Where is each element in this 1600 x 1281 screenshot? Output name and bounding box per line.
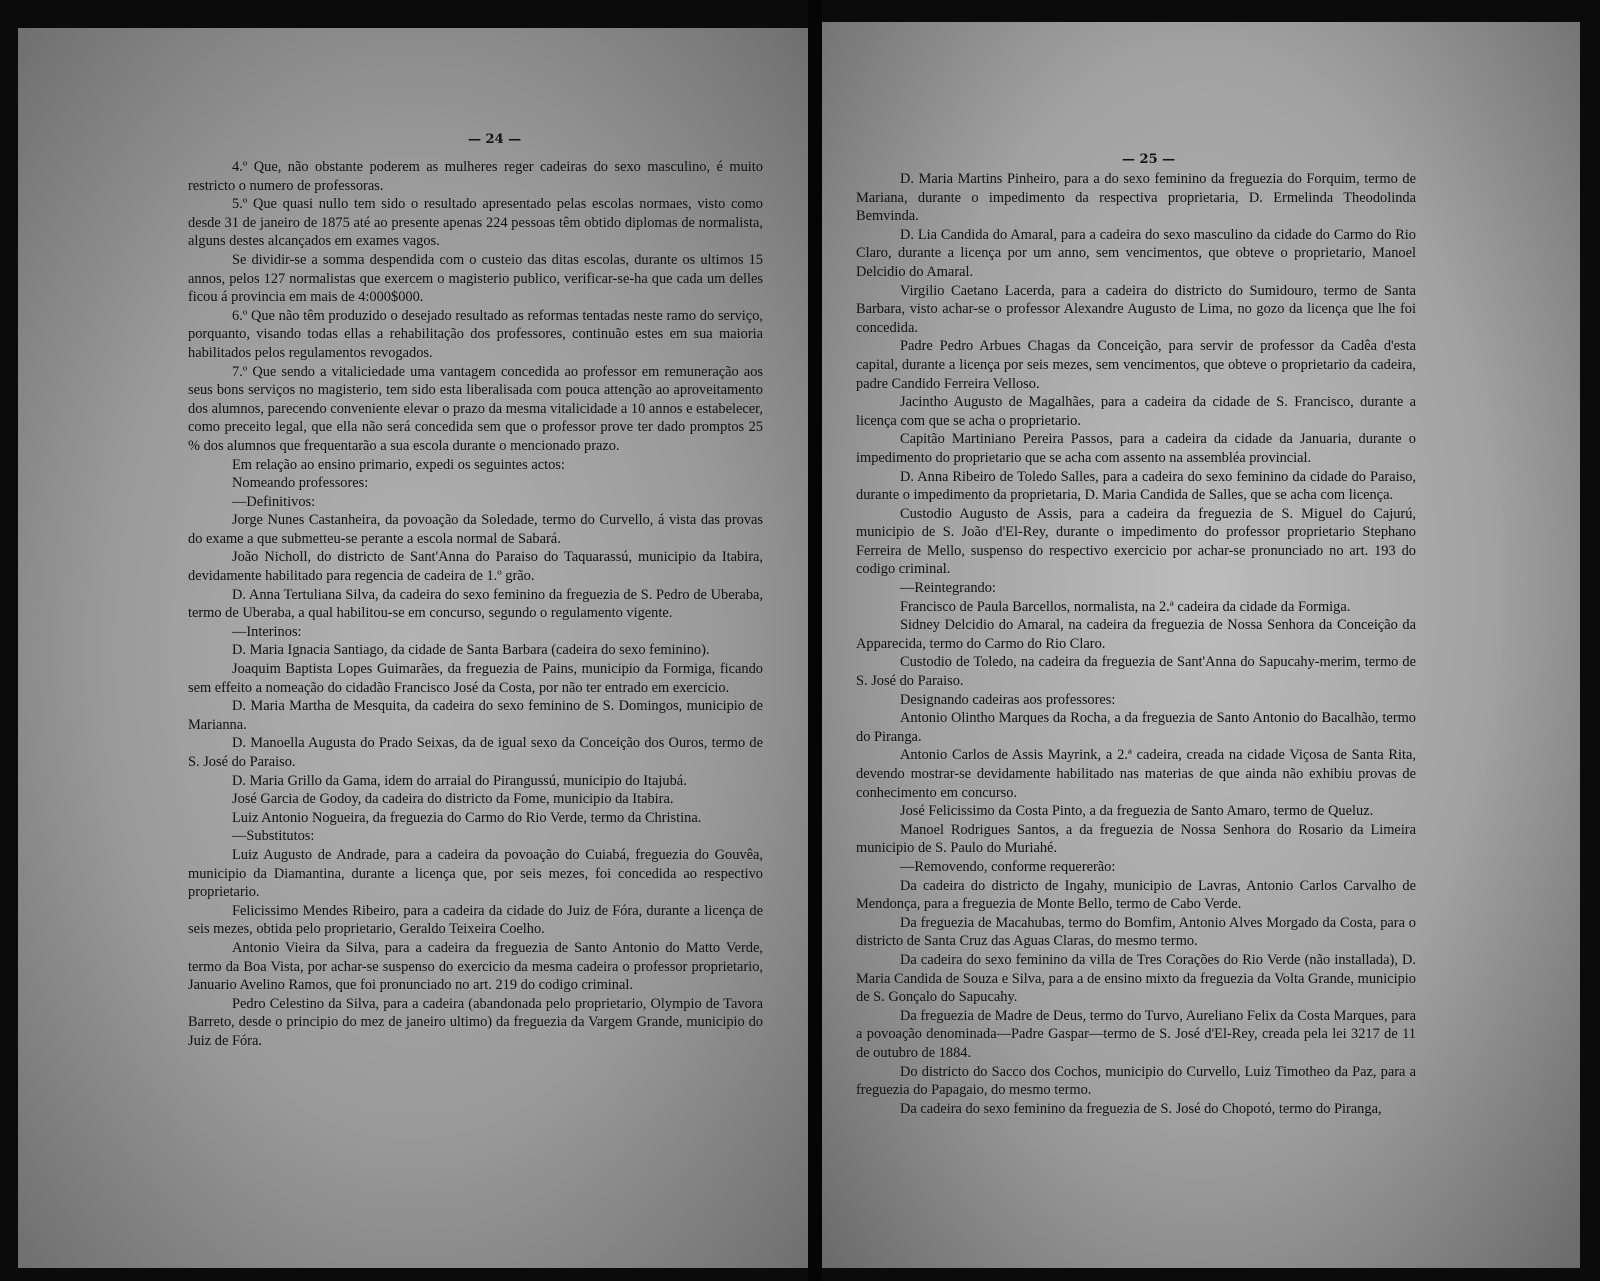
paragraph: Luiz Augusto de Andrade, para a cadeira da povoação do Cuiabá, freguezia do Gouvêa, municipio da Diamantina, durante a licença que, por seis mezes, foi concedida ao respectivo proprietario. bbox=[188, 846, 763, 901]
paragraph: Joaquim Baptista Lopes Guimarães, da freguezia de Pains, municipio da Formiga, ficando sem effeito a nomeação do cidadão Francisco José da Costa, por não ter entrado em exercicio. bbox=[188, 661, 763, 696]
paragraph: Pedro Celestino da Silva, para a cadeira (abandonada pelo proprietario, Olympio de Tavora Barreto, desde o principio do mez de janeiro ultimo) da freguezia da Vargem Grande, municipio do Juiz de Fóra. bbox=[188, 995, 763, 1049]
paragraph: Jacintho Augusto de Magalhães, para a cadeira da cidade de S. Francisco, durante a licença com que se acha o proprietario. bbox=[856, 394, 1416, 429]
book-gutter bbox=[808, 0, 822, 1281]
paragraph: D. Manoella Augusta do Prado Seixas, da de igual sexo da Conceição dos Ouros, termo de S. José do Paraiso. bbox=[188, 735, 763, 770]
paragraph: Luiz Antonio Nogueira, da freguezia do Carmo do Rio Verde, termo da Christina. bbox=[232, 809, 702, 826]
paragraph: Custodio Augusto de Assis, para a cadeira da freguezia de S. Miguel do Cajurú, municipio de S. João d'El-Rey, durante o impedimento do professor proprietario Stephano Ferreira de Mello, suspenso do respectivo exercicio por achar-se pronunciado no art. 193 do codigo criminal. bbox=[856, 505, 1416, 578]
paragraph: D. Anna Tertuliana Silva, da cadeira do sexo feminino da freguezia de S. Pedro de Uberaba, termo de Uberaba, a qual habilitou-se em concurso, segundo o regulamento vigente. bbox=[188, 586, 763, 622]
paragraph: Custodio de Toledo, na cadeira da freguezia de Sant'Anna do Sapucahy-merim, termo de S. José do Paraiso. bbox=[856, 654, 1416, 690]
paragraph: Da cadeira do districto de Ingahy, municipio de Lavras, Antonio Carlos Carvalho de Mendonça, para a freguezia de Monte Bello, termo de Cabo Verde. bbox=[856, 877, 1416, 913]
paragraph: D. Maria Grillo da Gama, idem do arraial do Pirangussú, municipio do Itajubá. bbox=[232, 772, 687, 789]
paragraph: Da freguezia de Madre de Deus, termo do Turvo, Aureliano Felix da Costa Marques, para a povoação denominada—Padre Gaspar—termo de S. José d'El-Rey, creada pela lei 3217 de 11 de outubro de 1884. bbox=[856, 1007, 1416, 1061]
paragraph: —Interinos: bbox=[232, 623, 302, 640]
paragraph: Felicissimo Mendes Ribeiro, para a cadeira da cidade do Juiz de Fóra, durante a licença de seis mezes, obtida pelo proprietario, Geraldo Teixeira Coelho. bbox=[188, 902, 763, 938]
paragraph: João Nicholl, do districto de Sant'Anna do Paraiso do Taquarassú, municipio da Itabira, devidamente habilitado para regencia de cadeira de 1.º grão. bbox=[188, 549, 763, 585]
paragraph: Nomeando professores: bbox=[232, 475, 369, 492]
paragraph: —Substitutos: bbox=[232, 828, 315, 845]
paragraph: Antonio Carlos de Assis Mayrink, a 2.ª cadeira, creada na cidade Viçosa de Santa Rita, devendo mostrar-se devidamente habilitado nas materias de que ainda não exhibiu provas de conhecimento em concurso. bbox=[856, 747, 1416, 801]
paragraph: D. Maria Ignacia Santiago, da cidade de Santa Barbara (cadeira do sexo feminino). bbox=[232, 642, 710, 659]
paragraph: 6.º Que não têm produzido o desejado resultado as reformas tentadas neste ramo do serviço, porquanto, visando todas ellas a rehabilitação dos professores, continuão estes em sua maioria habilitados pelos regulamentos revogados. bbox=[188, 307, 763, 361]
page-number: — 24 — bbox=[468, 132, 522, 147]
paragraph: —Reintegrando: bbox=[900, 580, 996, 597]
paragraph: 7.º Que sendo a vitaliciedade uma vantagem concedida ao professor em remuneração aos seus bons serviços no magisterio, tem sido esta liberalisada com pouca attenção ao aproveitamento dos alumnos, parecendo conveniente elevar o prazo da mesma vitalicidade a 10 annos e estabelecer, como preceito legal, que ella não será concedida sem que o professor prove ter dado promptos 25 % dos alumnos que frequentarão a sua escola durante o mencionado prazo. bbox=[188, 363, 763, 454]
paragraph: Padre Pedro Arbues Chagas da Conceição, para servir de professor da Cadêa d'esta capital, durante a licença por seis mezes, sem vencimentos, que obteve o proprietario da cadeira, padre Candido Ferreira Velloso. bbox=[856, 338, 1416, 392]
text-column bbox=[188, 158, 763, 1051]
paragraph: Antonio Vieira da Silva, para a cadeira da freguezia de Santo Antonio do Matto Verde, termo da Boa Vista, por achar-se suspenso do exercicio da mesma cadeira o professor proprietario, Januario Avelino Ramos, que foi pronunciado no art. 219 do codigo criminal. bbox=[188, 939, 763, 994]
paragraph: Da cadeira do sexo feminino da freguezia de S. José do Chopotó, termo do Piranga, bbox=[900, 1100, 1382, 1117]
paragraph: Antonio Olintho Marques da Rocha, a da freguezia de Santo Antonio do Bacalhão, termo do Piranga. bbox=[856, 710, 1416, 745]
paragraph: D. Anna Ribeiro de Toledo Salles, para a cadeira do sexo feminino da cidade do Paraiso, durante o impedimento da proprietaria, D. Maria Candida de Salles, que se acha com licença. bbox=[856, 468, 1416, 504]
page-number: — 25 — bbox=[1122, 152, 1176, 167]
paragraph: Sidney Delcidio do Amaral, na cadeira da freguezia de Nossa Senhora da Conceição da Apparecida, termo do Carmo do Rio Claro. bbox=[856, 617, 1416, 652]
paragraph: D. Maria Martins Pinheiro, para a do sexo feminino da freguezia do Forquim, termo de Mariana, durante o impedimento da respectiva proprietaria, D. Ermelinda Theodolinda Bemvinda. bbox=[856, 171, 1416, 225]
paragraph: —Removendo, conforme requererão: bbox=[900, 858, 1116, 875]
paragraph: Da freguezia de Macahubas, termo do Bomfim, Antonio Alves Morgado da Costa, para o districto de Santa Cruz das Aguas Claras, do mesmo termo. bbox=[856, 914, 1416, 950]
paragraph: Capitão Martiniano Pereira Passos, para a cadeira da cidade da Januaria, durante o impedimento do proprietario que se acha com assento na assembléa provincial. bbox=[856, 431, 1416, 466]
paragraph: Designando cadeiras aos professores: bbox=[900, 691, 1116, 708]
paragraph: José Garcia de Godoy, da cadeira do districto da Fome, municipio da Itabira. bbox=[232, 791, 674, 808]
text-column bbox=[856, 170, 1416, 1118]
paragraph: D. Maria Martha de Mesquita, da cadeira do sexo feminino de S. Domingos, municipio de Marianna. bbox=[188, 698, 763, 733]
paragraph: 5.º Que quasi nullo tem sido o resultado apresentado pelas escolas normaes, visto como desde 31 de janeiro de 1875 até ao presente apenas 224 pessoas têm obtido diplomas de normalista, alguns destes alcançados em exames vagos. bbox=[188, 196, 763, 250]
paragraph: Virgilio Caetano Lacerda, para a cadeira do districto do Sumidouro, termo de Santa Barbara, visto achar-se o professor Alexandre Augusto de Lima, no gozo da licença que lhe foi concedida. bbox=[856, 282, 1416, 336]
paragraph: José Felicissimo da Costa Pinto, a da freguezia de Santo Amaro, termo de Queluz. bbox=[900, 803, 1374, 820]
paragraph: D. Lia Candida do Amaral, para a cadeira do sexo masculino da cidade do Carmo do Rio Claro, durante a licença por um anno, sem vencimentos, que obteve o proprietario, Manoel Delcidio do Amaral. bbox=[856, 226, 1416, 280]
right-page bbox=[822, 22, 1580, 1268]
paragraph: Manoel Rodrigues Santos, a da freguezia de Nossa Senhora do Rosario da Limeira municipio de S. Paulo do Muriahé. bbox=[856, 821, 1416, 857]
left-page bbox=[18, 28, 808, 1268]
paragraph: Em relação ao ensino primario, expedi os seguintes actos: bbox=[232, 456, 565, 473]
paragraph: Francisco de Paula Barcellos, normalista, na 2.ª cadeira da cidade da Formiga. bbox=[900, 598, 1351, 615]
paragraph: Se dividir-se a somma despendida com o custeio das ditas escolas, durante os ultimos 15 annos, pelos 127 normalistas que exercem o magisterio publico, verificar-se-ha que cada um delles ficou á provincia em mais de 4:000$000. bbox=[188, 251, 763, 306]
paragraph: Da cadeira do sexo feminino da villa de Tres Corações do Rio Verde (não installada), D. Maria Candida de Souza e Silva, para a de ensino mixto da freguezia da Volta Grande, municipio de S. Gonçalo do Sapucahy. bbox=[856, 951, 1416, 1006]
paragraph: Jorge Nunes Castanheira, da povoação da Soledade, termo do Curvello, á vista das provas do exame a que submetteu-se perante a escola normal de Sabará. bbox=[188, 512, 763, 547]
paragraph: Do districto do Sacco dos Cochos, municipio do Curvello, Luiz Timotheo da Paz, para a freguezia do Papagaio, do mesmo termo. bbox=[856, 1063, 1416, 1099]
paragraph: 4.º Que, não obstante poderem as mulheres reger cadeiras do sexo masculino, é muito restricto o numero de professoras. bbox=[188, 159, 763, 194]
paragraph: —Definitivos: bbox=[232, 493, 316, 510]
